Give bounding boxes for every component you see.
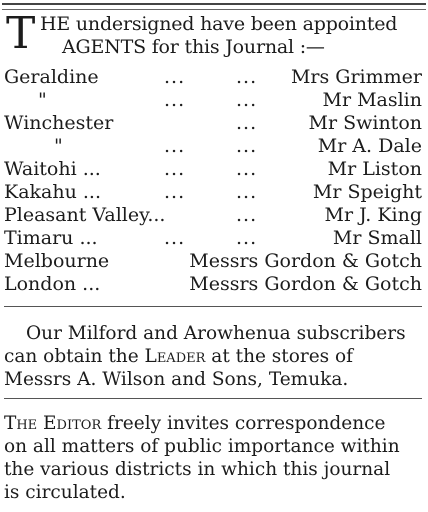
top-rule-thin	[2, 9, 426, 10]
agent-row	[4, 181, 422, 203]
agent-name: Mr Speight	[312, 181, 422, 203]
editor-line3: the various districts in which this journal	[4, 459, 391, 480]
leader-dots: ...	[236, 158, 258, 180]
agent-place: Kakahu ...	[4, 181, 101, 203]
leader-dots: ...	[164, 181, 186, 203]
agent-place: Waitohi ...	[4, 158, 101, 180]
agent-place: "	[54, 135, 63, 157]
leader-dots: ...	[236, 89, 258, 111]
leader-name: Leader	[144, 346, 206, 367]
agent-place: "	[38, 89, 47, 111]
agent-place: Geraldine	[4, 66, 99, 88]
agent-name: Mr Small	[332, 227, 422, 249]
agent-row	[4, 66, 422, 88]
agent-row	[4, 135, 422, 157]
leader-dots: ...	[236, 112, 258, 134]
section-divider	[4, 306, 422, 307]
editor-notice	[4, 412, 422, 504]
top-rule-thick	[2, 3, 426, 5]
leader-dots: ...	[164, 89, 186, 111]
agent-place: Melbourne	[4, 250, 110, 272]
leader-dots: ...	[164, 135, 186, 157]
agent-place: London ...	[4, 273, 101, 295]
leader-dots: ...	[236, 135, 258, 157]
leader-dots: ...	[236, 227, 258, 249]
agent-place: Pleasant Valley...	[4, 204, 166, 226]
agent-name: Messrs Gordon & Gotch	[189, 273, 422, 295]
agent-place: Winchester	[4, 112, 114, 134]
agent-place: Timaru ...	[4, 227, 98, 249]
leader-dots: ...	[164, 227, 186, 249]
agents-heading-line1: HE undersigned have been appointed	[40, 13, 398, 35]
agents-heading-line2: AGENTS for this Journal :—	[62, 36, 325, 58]
editor-line1	[4, 412, 422, 435]
editor-title: The Editor	[4, 413, 102, 434]
drop-cap-letter: T	[6, 8, 36, 59]
agent-name: Mr A. Dale	[317, 135, 422, 157]
section-divider	[4, 398, 422, 399]
leader-dots: ...	[236, 66, 258, 88]
agent-name: Mr Maslin	[322, 89, 422, 111]
agent-name: Messrs Gordon & Gotch	[189, 250, 422, 272]
agent-name: Mr Swinton	[308, 112, 422, 134]
agent-row	[4, 227, 422, 249]
agent-row	[4, 250, 422, 272]
subscribers-line2-tail: at the stores of	[205, 346, 354, 367]
agent-name: Mrs Grimmer	[290, 66, 422, 88]
editor-line2: on all matters of public importance within	[4, 436, 400, 457]
subscribers-line3: Messrs A. Wilson and Sons, Temuka.	[4, 369, 349, 390]
leader-dots: ...	[236, 204, 258, 226]
subscribers-line2	[4, 345, 422, 368]
editor-line1-text: freely invites correspondence	[101, 413, 386, 434]
agent-row	[4, 204, 422, 226]
agent-name: Mr Liston	[327, 158, 422, 180]
leader-dots: ...	[236, 181, 258, 203]
leader-dots: ...	[164, 158, 186, 180]
agent-row	[4, 89, 422, 111]
subscribers-line1: Our Milford and Arowhenua subscribers	[26, 323, 406, 344]
editor-line4: is circulated.	[4, 482, 126, 503]
subscribers-notice	[4, 322, 422, 391]
agent-row	[4, 112, 422, 134]
subscribers-line2-text: can obtain the	[4, 346, 145, 367]
agent-row	[4, 158, 422, 180]
agent-name: Mr J. King	[324, 204, 422, 226]
leader-dots: ...	[164, 66, 186, 88]
agent-row	[4, 273, 422, 295]
